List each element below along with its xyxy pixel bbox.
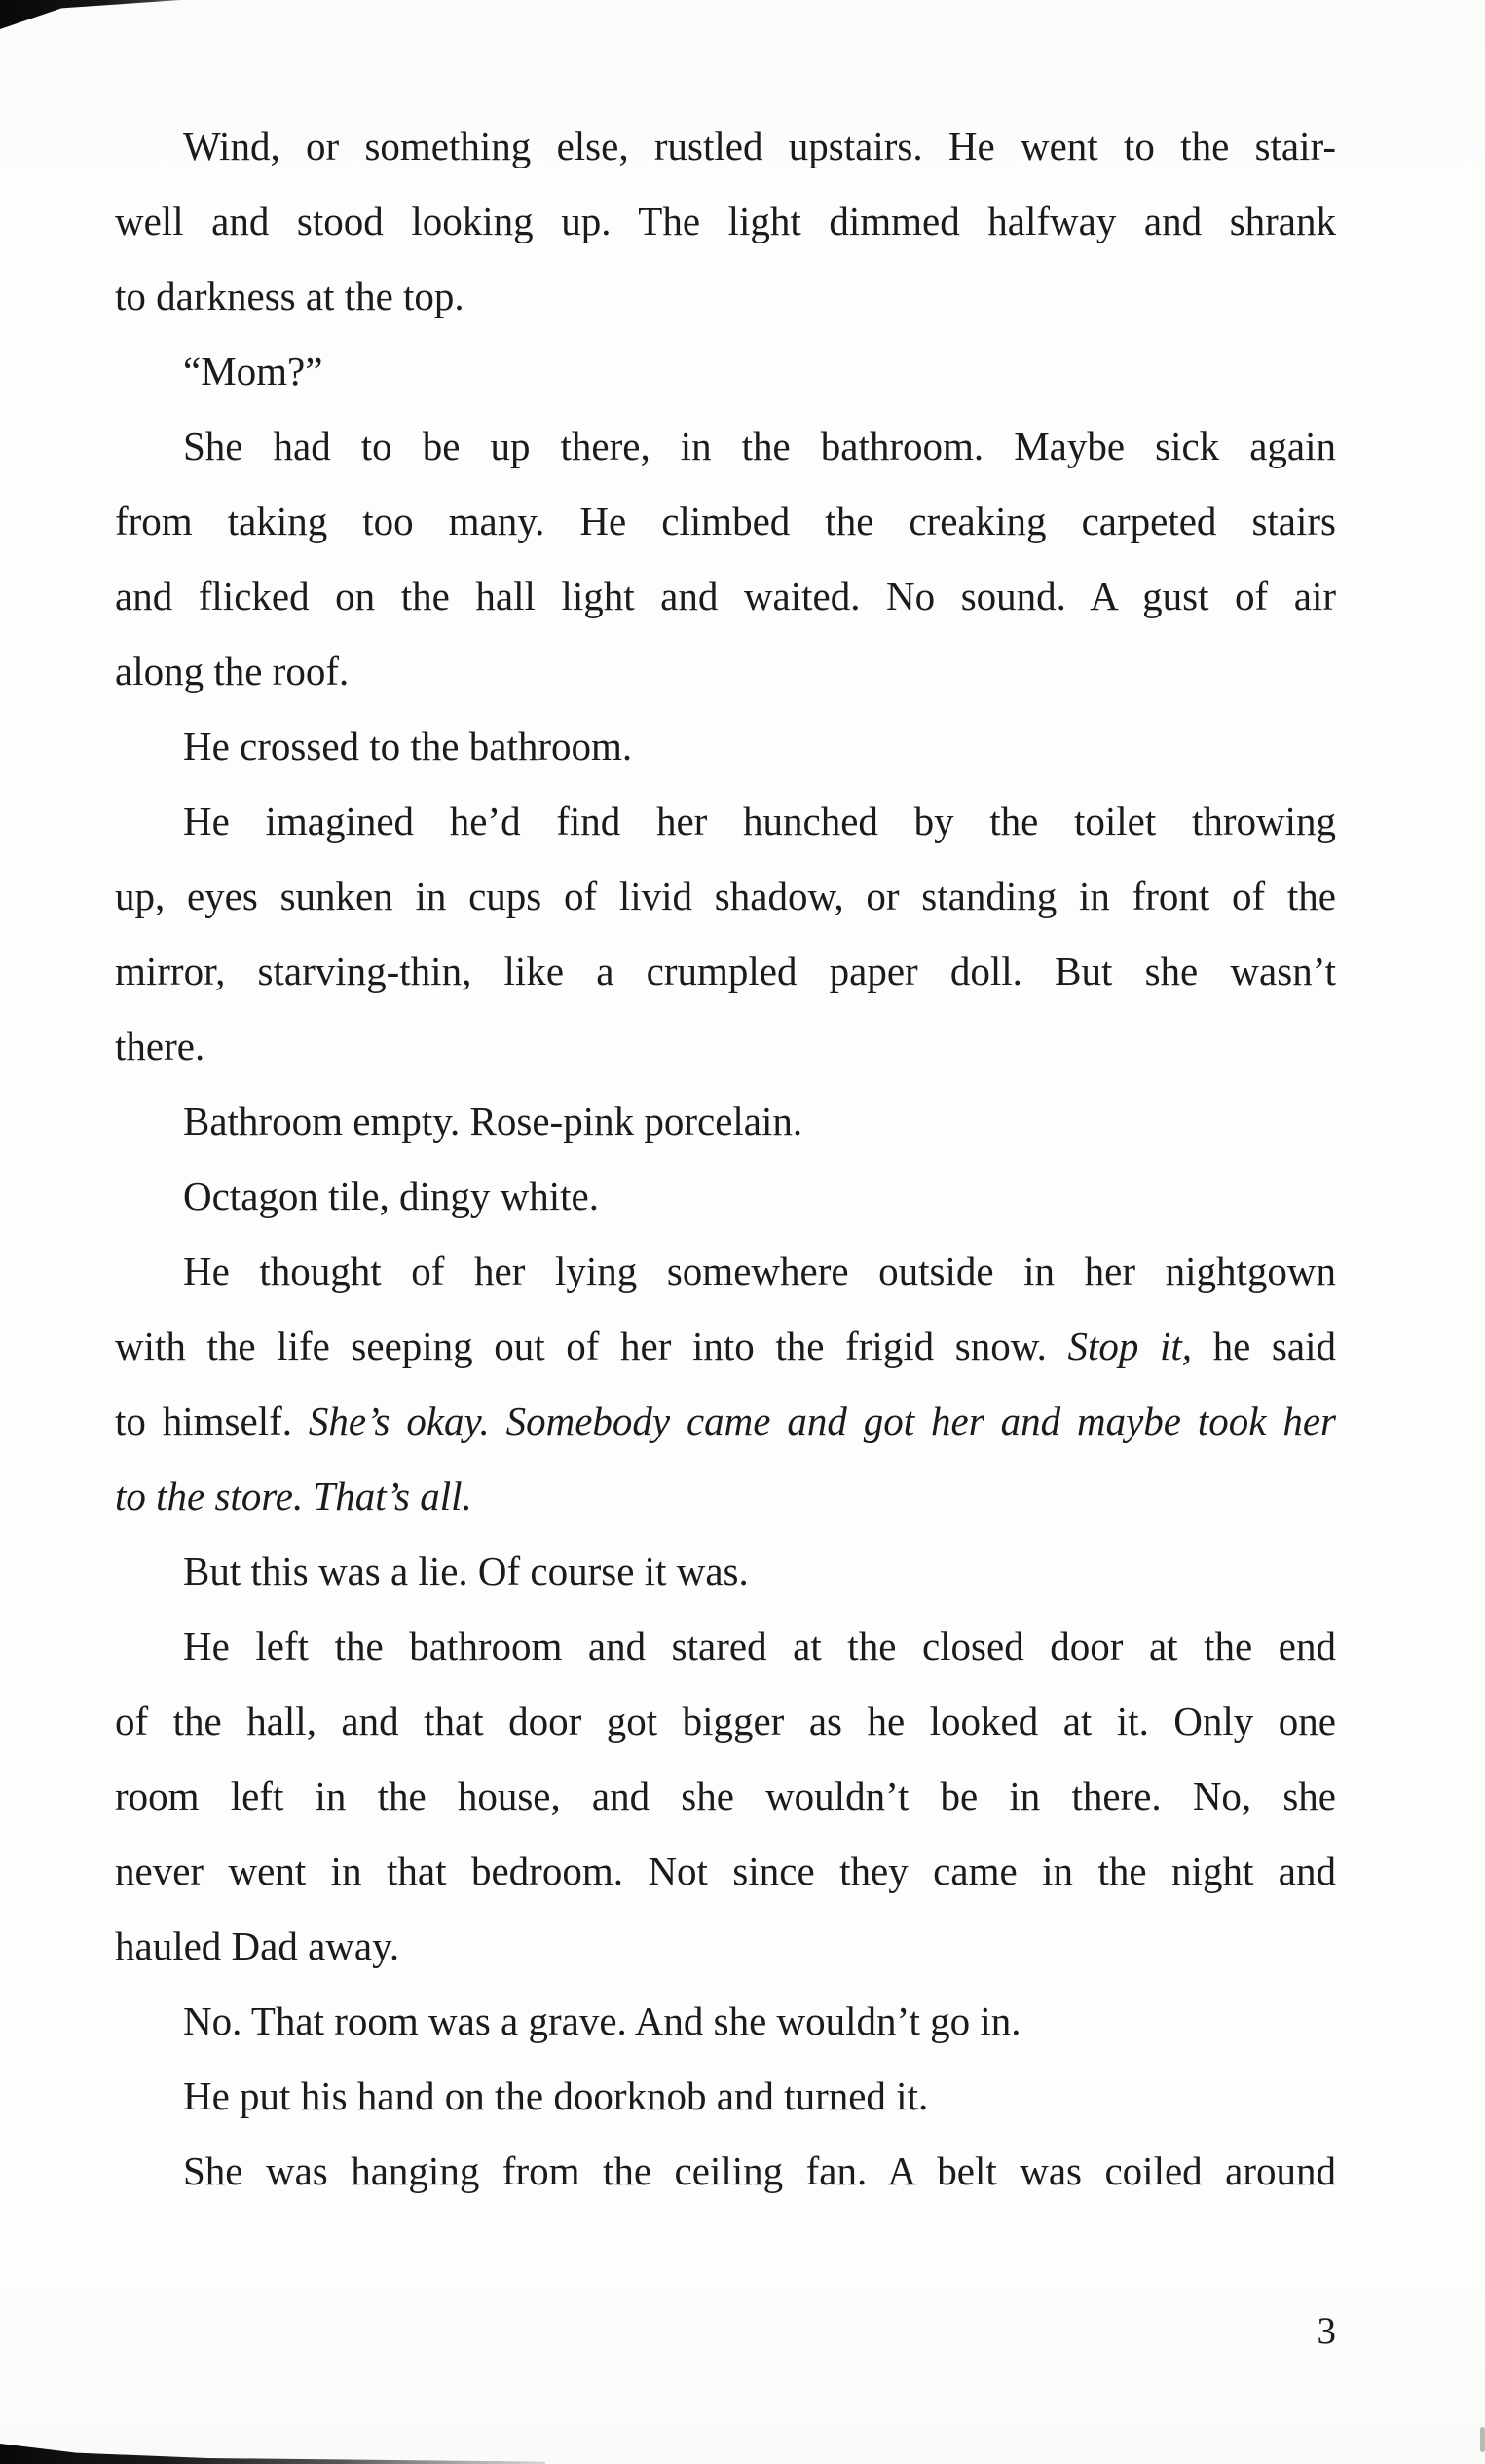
text-line bbox=[115, 2134, 1336, 2209]
text-line bbox=[115, 334, 1336, 409]
text-line bbox=[115, 1234, 1336, 1309]
text-segment: of the hall, and that door got bigger as he looked at it. Only one bbox=[115, 1699, 1336, 1743]
text-line bbox=[115, 1009, 1336, 1084]
text-segment: hauled Dad away. bbox=[115, 1923, 400, 1968]
text-segment: along the roof. bbox=[115, 649, 350, 693]
text-segment: He thought of her lying somewhere outside in her nightgown bbox=[183, 1249, 1336, 1293]
text-segment: up, eyes sunken in cups of livid shadow, or standing in front of the bbox=[115, 874, 1336, 918]
text-segment: to himself. bbox=[115, 1399, 309, 1443]
scan-speck-right-edge bbox=[1480, 2427, 1485, 2452]
text-segment: She had to be up there, in the bathroom. Maybe sick again bbox=[183, 424, 1336, 468]
text-line bbox=[115, 1459, 1336, 1534]
text-line bbox=[115, 1609, 1336, 1684]
text-segment: with the life seeping out of her into the frigid snow. bbox=[115, 1324, 1068, 1368]
text-segment: Stop it, bbox=[1067, 1324, 1193, 1368]
text-segment: and flicked on the hall light and waited. No sound. A gust of air bbox=[115, 574, 1336, 618]
text-segment: No. That room was a grave. And she wouldn’t go in. bbox=[183, 1998, 1021, 2043]
text-line bbox=[115, 1684, 1336, 1759]
text-line bbox=[115, 1159, 1336, 1234]
scan-shadow-bottom-left bbox=[0, 2435, 545, 2464]
text-segment: room left in the house, and she wouldn’t be in there. No, she bbox=[115, 1773, 1336, 1818]
text-line bbox=[115, 109, 1336, 184]
text-line bbox=[115, 709, 1336, 784]
text-line bbox=[115, 259, 1336, 334]
text-segment: She’s okay. Somebody came and got her and maybe took her bbox=[308, 1399, 1336, 1443]
text-line bbox=[115, 934, 1336, 1009]
text-line bbox=[115, 2059, 1336, 2134]
page-text bbox=[115, 109, 1336, 2209]
text-segment: to darkness at the top. bbox=[115, 274, 464, 318]
text-line bbox=[115, 1309, 1336, 1384]
text-line bbox=[115, 1534, 1336, 1609]
text-line bbox=[115, 1984, 1336, 2059]
text-segment: to the store. That’s all. bbox=[115, 1474, 472, 1518]
text-segment: But this was a lie. Of course it was. bbox=[183, 1549, 749, 1593]
text-segment: never went in that bedroom. Not since they came in the night and bbox=[115, 1848, 1336, 1893]
text-segment: mirror, starving-thin, like a crumpled paper doll. But she wasn’t bbox=[115, 949, 1336, 993]
scan-shadow-top-left bbox=[0, 0, 181, 29]
text-line bbox=[115, 1759, 1336, 1834]
text-segment: “Mom?” bbox=[183, 349, 323, 393]
text-segment: from taking too many. He climbed the creaking carpeted stairs bbox=[115, 499, 1336, 543]
page-number: 3 bbox=[1317, 2310, 1336, 2352]
text-line bbox=[115, 1834, 1336, 1909]
text-segment: well and stood looking up. The light dimmed halfway and shrank bbox=[115, 199, 1336, 243]
text-line bbox=[115, 1909, 1336, 1984]
text-line bbox=[115, 484, 1336, 559]
text-segment: He crossed to the bathroom. bbox=[183, 724, 633, 768]
text-segment: Octagon tile, dingy white. bbox=[183, 1174, 599, 1218]
text-line bbox=[115, 784, 1336, 859]
text-line bbox=[115, 1084, 1336, 1159]
text-segment: She was hanging from the ceiling fan. A belt was coiled around bbox=[183, 2148, 1336, 2193]
text-line bbox=[115, 184, 1336, 259]
text-segment: He imagined he’d find her hunched by the toilet throwing bbox=[183, 799, 1336, 843]
text-segment: He left the bathroom and stared at the closed door at the end bbox=[183, 1624, 1336, 1668]
text-line bbox=[115, 634, 1336, 709]
text-segment: Bathroom empty. Rose-pink porcelain. bbox=[183, 1099, 803, 1143]
text-segment: He put his hand on the doorknob and turned it. bbox=[183, 2073, 929, 2118]
text-segment: Wind, or something else, rustled upstairs. He went to the stair- bbox=[183, 124, 1336, 168]
text-segment: he said bbox=[1192, 1324, 1336, 1368]
text-line bbox=[115, 409, 1336, 484]
text-segment: there. bbox=[115, 1024, 205, 1068]
text-line bbox=[115, 559, 1336, 634]
text-line bbox=[115, 859, 1336, 934]
text-line bbox=[115, 1384, 1336, 1459]
